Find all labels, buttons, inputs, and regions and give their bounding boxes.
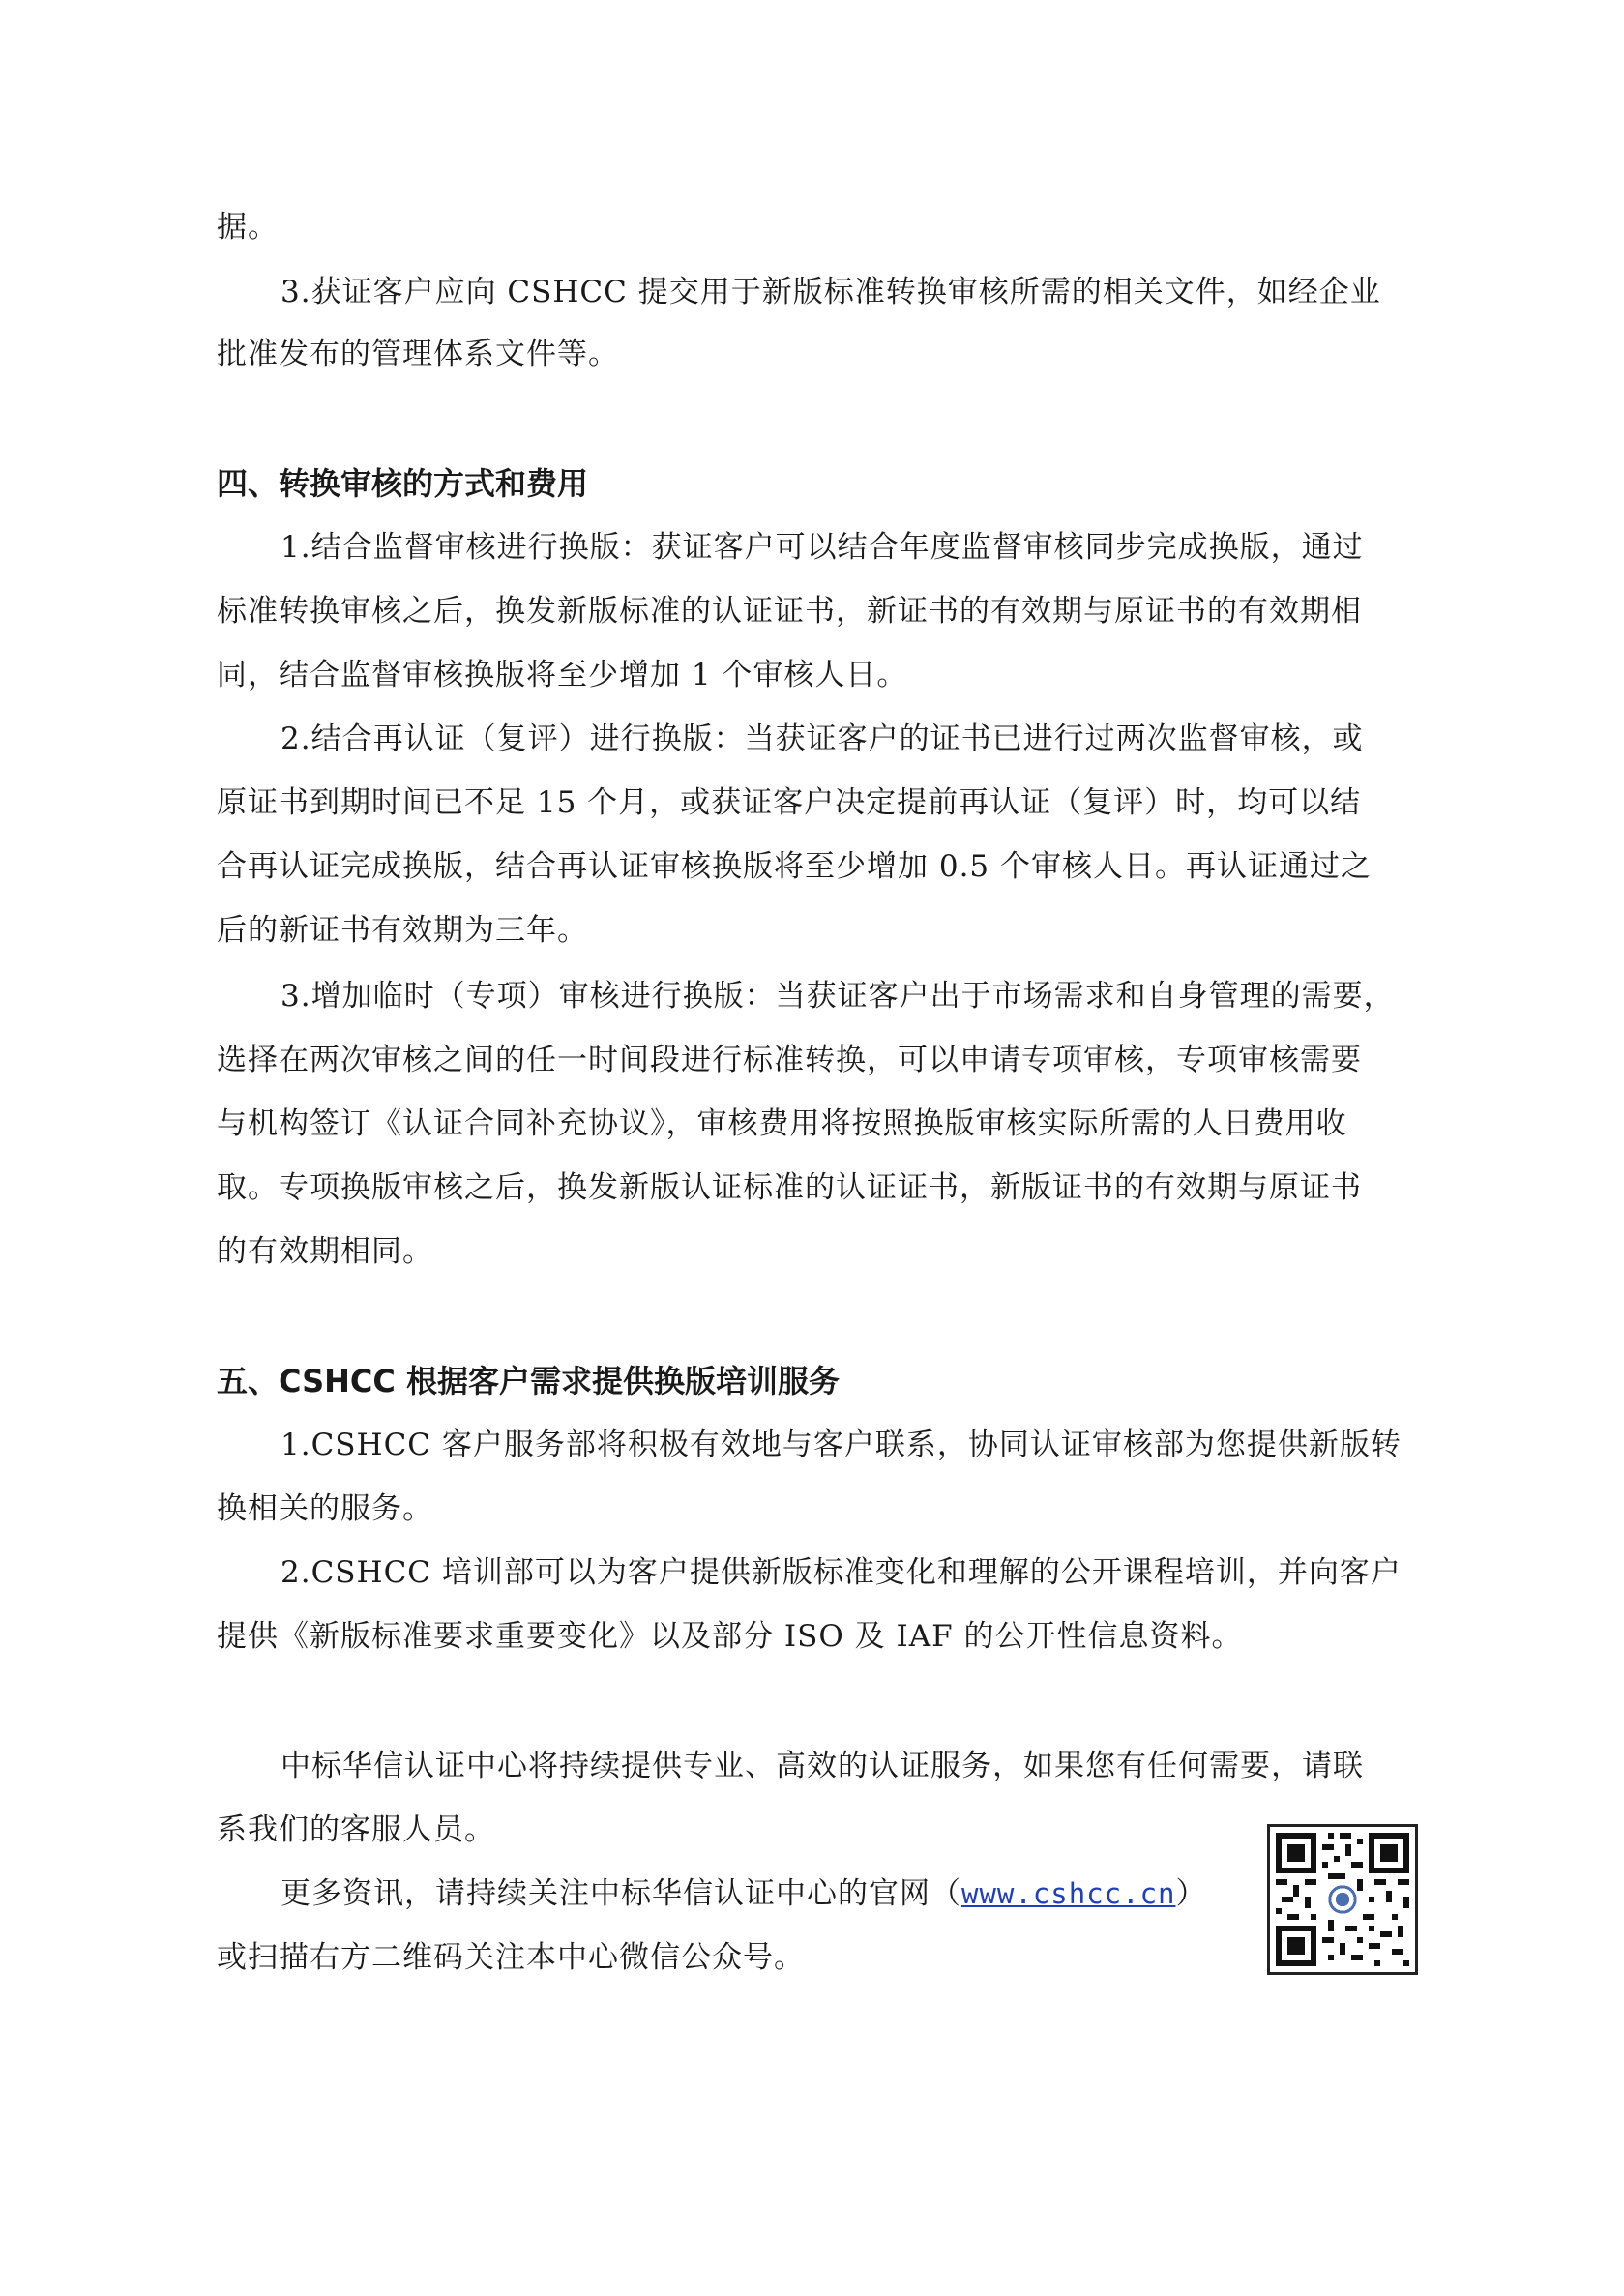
website-suffix: ） xyxy=(1175,1876,1207,1911)
paragraph-line: 据。 xyxy=(217,210,279,245)
paragraph-line xyxy=(281,1874,1207,1913)
paragraph-line: 原证书到期时间已不足 15 个月，或获证客户决定提前再认证（复评）时，均可以结 xyxy=(217,785,1362,820)
paragraph-line: 系我们的客服人员。 xyxy=(217,1812,495,1847)
paragraph-line: 3.获证客户应向 CSHCC 提交用于新版标准转换审核所需的相关文件，如经企业 xyxy=(281,275,1381,309)
paragraph-line: 选择在两次审核之间的任一时间段进行标准转换，可以申请专项审核，专项审核需要 xyxy=(217,1043,1362,1077)
paragraph-line: 1.CSHCC 客户服务部将积极有效地与客户联系，协同认证审核部为您提供新版转 xyxy=(281,1428,1402,1462)
section-heading: 五、CSHCC 根据客户需求提供换版培训服务 xyxy=(217,1363,841,1399)
qr-code-icon xyxy=(1267,1824,1418,1975)
paragraph-line: 与机构签订《认证合同补充协议》，审核费用将按照换版审核实际所需的人日费用收 xyxy=(217,1106,1347,1141)
website-prefix: 更多资讯，请持续关注中标华信认证中心的官网（ xyxy=(281,1876,961,1911)
paragraph-line: 或扫描右方二维码关注本中心微信公众号。 xyxy=(217,1940,805,1975)
paragraph-line: 2.CSHCC 培训部可以为客户提供新版标准变化和理解的公开课程培训，并向客户 xyxy=(281,1555,1402,1590)
paragraph-line: 换相关的服务。 xyxy=(217,1491,433,1526)
paragraph-line: 后的新证书有效期为三年。 xyxy=(217,913,588,948)
paragraph-line: 取。专项换版审核之后，换发新版认证标准的认证证书，新版证书的有效期与原证书 xyxy=(217,1170,1362,1205)
paragraph-line: 合再认证完成换版，结合再认证审核换版将至少增加 0.5 个审核人日。再认证通过之 xyxy=(217,849,1373,884)
paragraph-line: 中标华信认证中心将持续提供专业、高效的认证服务，如果您有任何需要，请联 xyxy=(281,1749,1364,1783)
paragraph-line: 同，结合监督审核换版将至少增加 1 个审核人日。 xyxy=(217,658,908,692)
website-link[interactable]: www.cshcc.cn xyxy=(961,1877,1176,1910)
paragraph-line: 提供《新版标准要求重要变化》以及部分 ISO 及 IAF 的公开性信息资料。 xyxy=(217,1619,1243,1654)
paragraph-line: 1.结合监督审核进行换版：获证客户可以结合年度监督审核同步完成换版，通过 xyxy=(281,530,1364,565)
paragraph-line: 3.增加临时（专项）审核进行换版：当获证客户出于市场需求和自身管理的需要， xyxy=(281,979,1395,1014)
paragraph-line: 标准转换审核之后，换发新版标准的认证证书，新证书的有效期与原证书的有效期相 xyxy=(217,594,1362,629)
paragraph-line: 2.结合再认证（复评）进行换版：当获证客户的证书已进行过两次监督审核，或 xyxy=(281,721,1364,756)
paragraph-line: 的有效期相同。 xyxy=(217,1234,433,1269)
section-heading: 四、转换审核的方式和费用 xyxy=(217,465,589,502)
paragraph-line: 批准发布的管理体系文件等。 xyxy=(217,337,619,371)
